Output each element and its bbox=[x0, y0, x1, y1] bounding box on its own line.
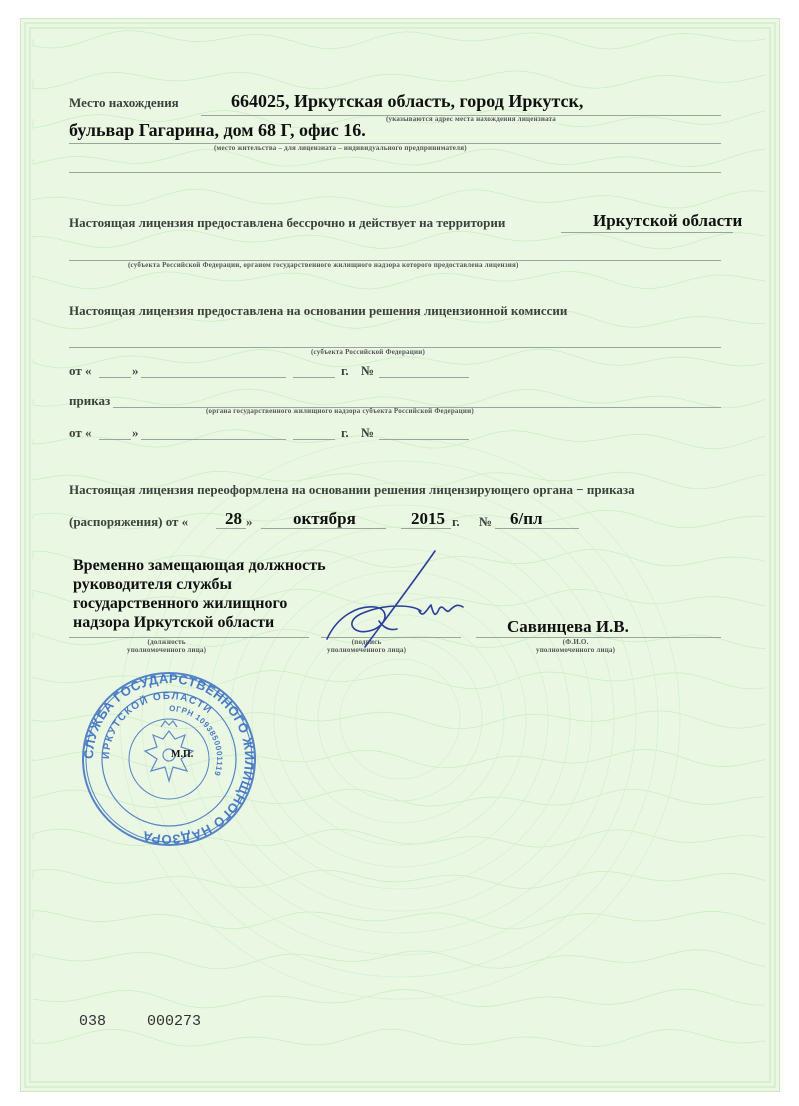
commission-from-label-2: от « bbox=[69, 425, 92, 440]
signatory-title-line-3: государственного жилищного bbox=[73, 595, 288, 612]
reissue-text: Настоящая лицензия переоформлена на основании решения лицензирующего органа − приказа bbox=[69, 482, 635, 497]
signatory-name: Савинцева И.В. bbox=[507, 617, 629, 636]
handwritten-signature bbox=[317, 547, 487, 657]
seal-outer-text: СЛУЖБА ГОСУДАРСТВЕННОГО ЖИЛИЩНОГО НАДЗОРА bbox=[80, 670, 258, 848]
commission-number-label-2: № bbox=[361, 425, 375, 440]
caption-name bbox=[536, 638, 615, 654]
location-label: Место нахождения bbox=[69, 95, 179, 110]
caption-signature-line-2: уполномоченного лица) bbox=[327, 646, 407, 654]
location-caption2: (место жительства – для лицензиата – индивидуального предпринимателя) bbox=[214, 144, 467, 152]
commission-number-label-1: № bbox=[361, 363, 375, 378]
signatory-title-line-4: надзора Иркутской области bbox=[73, 614, 275, 631]
official-seal bbox=[79, 669, 259, 849]
location-line2: бульвар Гагарина, дом 68 Г, офис 16. bbox=[69, 120, 366, 140]
reissue-year: 2015 bbox=[411, 509, 445, 528]
commission-year-label-1: г. bbox=[341, 363, 349, 378]
caption-position-line-1: (должность bbox=[147, 638, 186, 646]
order-caption: (органа государственного жилищного надзора субъекта Российской Федерации) bbox=[206, 407, 474, 415]
caption-signature-line-1: (подпись bbox=[351, 638, 382, 646]
reissue-quote-close: » bbox=[246, 514, 253, 529]
caption-position-line-2: уполномоченного лица) bbox=[127, 646, 207, 654]
reissue-day: 28 bbox=[225, 509, 242, 528]
territory-text: Настоящая лицензия предоставлена бессрочно и действует на территории bbox=[69, 215, 506, 230]
seal-ogrn-text: ОГРН 1093850001119 bbox=[168, 703, 225, 778]
reissue-number-label: № bbox=[479, 514, 493, 529]
commission-from-label-1: от « bbox=[69, 363, 92, 378]
territory-caption: (субъекта Российской Федерации, органом государственного жилищного надзора которого предоставлена лицензия) bbox=[128, 261, 519, 269]
territory-value: Иркутской области bbox=[593, 211, 743, 230]
commission-caption: (субъекта Российской Федерации) bbox=[311, 348, 425, 356]
commission-quote-close-2: » bbox=[132, 425, 139, 440]
serial-series: 038 bbox=[79, 1013, 107, 1030]
commission-text: Настоящая лицензия предоставлена на основании решения лицензионной комиссии bbox=[69, 303, 568, 318]
reissue-number: 6/пл bbox=[510, 509, 543, 528]
signatory-title-line-1: Временно замещающая должность bbox=[73, 557, 326, 574]
license-sheet bbox=[20, 18, 780, 1092]
commission-year-label-2: г. bbox=[341, 425, 349, 440]
seal-inner-text: ИРКУТСКОЙ ОБЛАСТИ bbox=[100, 690, 215, 760]
location-caption1: (указываются адрес места нахождения лицензиата bbox=[386, 115, 557, 123]
signatory-title bbox=[73, 556, 326, 632]
svg-text:ОГРН 1093850001119 bbox=[169, 704, 224, 778]
commission-quote-close-1: » bbox=[132, 363, 139, 378]
order-label: приказ bbox=[69, 393, 111, 408]
caption-position bbox=[127, 638, 206, 654]
reissue-prefix: (распоряжения) от « bbox=[69, 514, 189, 529]
reissue-month: октября bbox=[293, 509, 356, 528]
seal-mp-label: М.П. bbox=[171, 749, 194, 760]
reissue-year-suffix: г. bbox=[452, 514, 460, 529]
caption-name-line-2: уполномоченного лица) bbox=[536, 646, 616, 654]
location-line1: 664025, Иркутская область, город Иркутск, bbox=[231, 91, 584, 111]
serial-number: 000273 bbox=[147, 1013, 202, 1030]
caption-name-line-1: (Ф.И.О. bbox=[562, 638, 589, 646]
signatory-title-line-2: руководителя службы bbox=[73, 576, 233, 593]
